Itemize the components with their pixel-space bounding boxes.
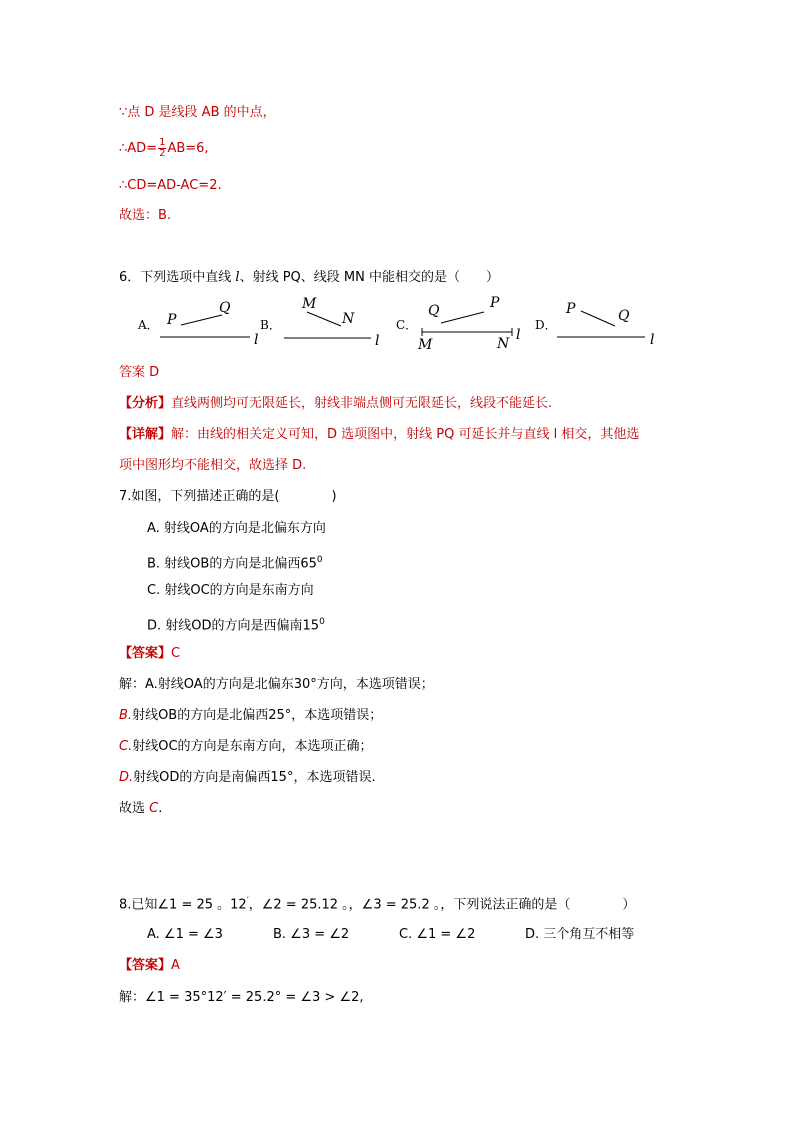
q7-solution-2 <box>119 707 382 725</box>
q5-line3: ∴CD=AD-AC=2. <box>119 178 222 193</box>
q6-analysis-text: 直线两侧均可无限延长，射线非端点侧可无限延长，线段不能延长. <box>171 396 553 411</box>
q7-option-d-text: D. 射线OD的方向是西偏南15 <box>147 618 320 634</box>
q6-option-a-label: A． <box>138 318 159 332</box>
q8-option-a: A. ∠1 = ∠3 <box>147 927 223 942</box>
q7-option-d-sup: 0 <box>319 617 325 627</box>
q5-fraction <box>158 138 166 159</box>
q6-d-letter-l: l <box>650 332 655 348</box>
q8-stem <box>119 892 635 914</box>
q7-answer-value: C <box>171 646 181 661</box>
q6-c-letter-q: Q <box>428 303 440 319</box>
q7-solution-1: 解：A.射线OA的方向是北偏东30°方向，本选项错误； <box>119 677 434 692</box>
q6-option-c-label: C． <box>396 318 418 332</box>
q6-d-letter-q: Q <box>618 308 630 324</box>
q8-option-c: C. ∠1 = ∠2 <box>399 927 476 942</box>
q8-stem-prime: ′ <box>246 896 249 906</box>
q7-option-b-sup: 0 <box>316 555 323 565</box>
q5-line2 <box>119 138 209 159</box>
q6-detail <box>119 426 639 444</box>
q6-stem <box>119 269 499 287</box>
q6-option-d-label: D． <box>535 318 557 332</box>
q5-fraction-den: 2 <box>159 148 166 159</box>
q6-b-segment-mn <box>307 312 341 326</box>
q5-line2-post: AB=6, <box>167 141 209 156</box>
q7-conclusion <box>119 800 162 818</box>
q7-conclusion-value: C <box>149 801 159 816</box>
q7-answer-tag: 【答案】 <box>119 646 172 661</box>
q8-option-d: D. 三个角互不相等 <box>525 927 635 942</box>
q6-a-segment-pq <box>181 315 222 325</box>
q7-conclusion-post: . <box>158 801 163 816</box>
q6-d-letter-p: P <box>566 301 576 317</box>
q6-detail-text2: 项中图形均不能相交，故选择 D. <box>119 458 307 473</box>
q7-option-d <box>147 613 325 635</box>
q7-solution-4-text: 射线OD的方向是南偏西15°，本选项错误. <box>133 770 376 785</box>
q6-d-ray-pq <box>581 311 615 326</box>
q6-stem-pre: 6．下列选项中直线 <box>119 270 236 285</box>
q8-option-b: B. ∠3 = ∠2 <box>273 927 350 942</box>
q6-a-letter-p: P <box>167 312 177 328</box>
q6-b-letter-l: l <box>375 333 380 349</box>
q5-line1: ∵点 D 是线段 AB 的中点， <box>119 105 276 120</box>
q6-c-segment-pq <box>441 312 484 323</box>
q8-solution: 解：∠1 = 35°12′ = 25.2° = ∠3 > ∠2, <box>119 990 364 1005</box>
q7-solution-2-label: B. <box>119 708 133 723</box>
q6-stem-l: l <box>235 270 240 285</box>
q7-stem: 7.如图，下列描述正确的是( ) <box>119 489 337 504</box>
q6-c-letter-n: N <box>497 336 510 352</box>
q8-answer-tag: 【答案】 <box>119 958 172 973</box>
q7-answer <box>119 645 180 663</box>
q7-option-a: A. 射线OA的方向是北偏东方向 <box>147 521 326 536</box>
q7-solution-4-label: D. <box>119 770 134 785</box>
q6-c-letter-m: M <box>418 337 433 352</box>
q7-solution-3-label: C. <box>119 739 133 754</box>
q6-option-b-label: B． <box>260 318 281 332</box>
q8-stem-post: ，∠2 = 25.12 。，∠3 = 25.2 。，下列说法正确的是（ ） <box>248 897 636 913</box>
q5-line2-pre: ∴AD= <box>119 141 158 156</box>
q7-option-b-text: B. 射线OB的方向是北偏西65 <box>147 556 317 572</box>
q7-solution-3-text: 射线OC的方向是东南方向，本选项正确； <box>132 739 373 754</box>
q6-c-letter-l: l <box>516 327 521 343</box>
q6-a-letter-q: Q <box>219 300 231 316</box>
q7-option-c: C. 射线OC的方向是东南方向 <box>147 583 314 598</box>
q7-solution-2-text: 射线OB的方向是北偏西25°，本选项错误； <box>132 708 383 723</box>
q6-analysis <box>119 395 552 413</box>
q5-fraction-num: 1 <box>159 137 166 148</box>
q6-stem-post: 、射线 PQ、线段 MN 中能相交的是（ ） <box>239 270 499 285</box>
q6-figure <box>0 292 794 352</box>
q6-c-letter-p: P <box>490 295 500 311</box>
q8-answer-value: A <box>171 958 180 973</box>
q6-a-letter-l: l <box>254 332 259 348</box>
q6-analysis-tag: 【分析】 <box>119 396 172 411</box>
q6-detail-text1: 解：由线的相关定义可知，D 选项图中，射线 PQ 可延长并与直线 l 相交，其他选 <box>171 427 640 442</box>
q7-solution-4 <box>119 769 376 787</box>
q7-conclusion-pre: 故选 <box>119 801 150 816</box>
q7-solution-3 <box>119 738 373 756</box>
q6-answer: 答案 D <box>119 365 160 380</box>
q8-answer <box>119 957 180 975</box>
q6-b-letter-m: M <box>302 296 317 312</box>
q8-stem-pre: 8.已知∠1 = 25 。12 <box>119 897 247 913</box>
q6-b-letter-n: N <box>342 311 355 327</box>
q6-detail-tag: 【详解】 <box>119 427 172 442</box>
q7-option-b <box>147 551 323 573</box>
q5-conclusion: 故选：B. <box>119 208 172 223</box>
